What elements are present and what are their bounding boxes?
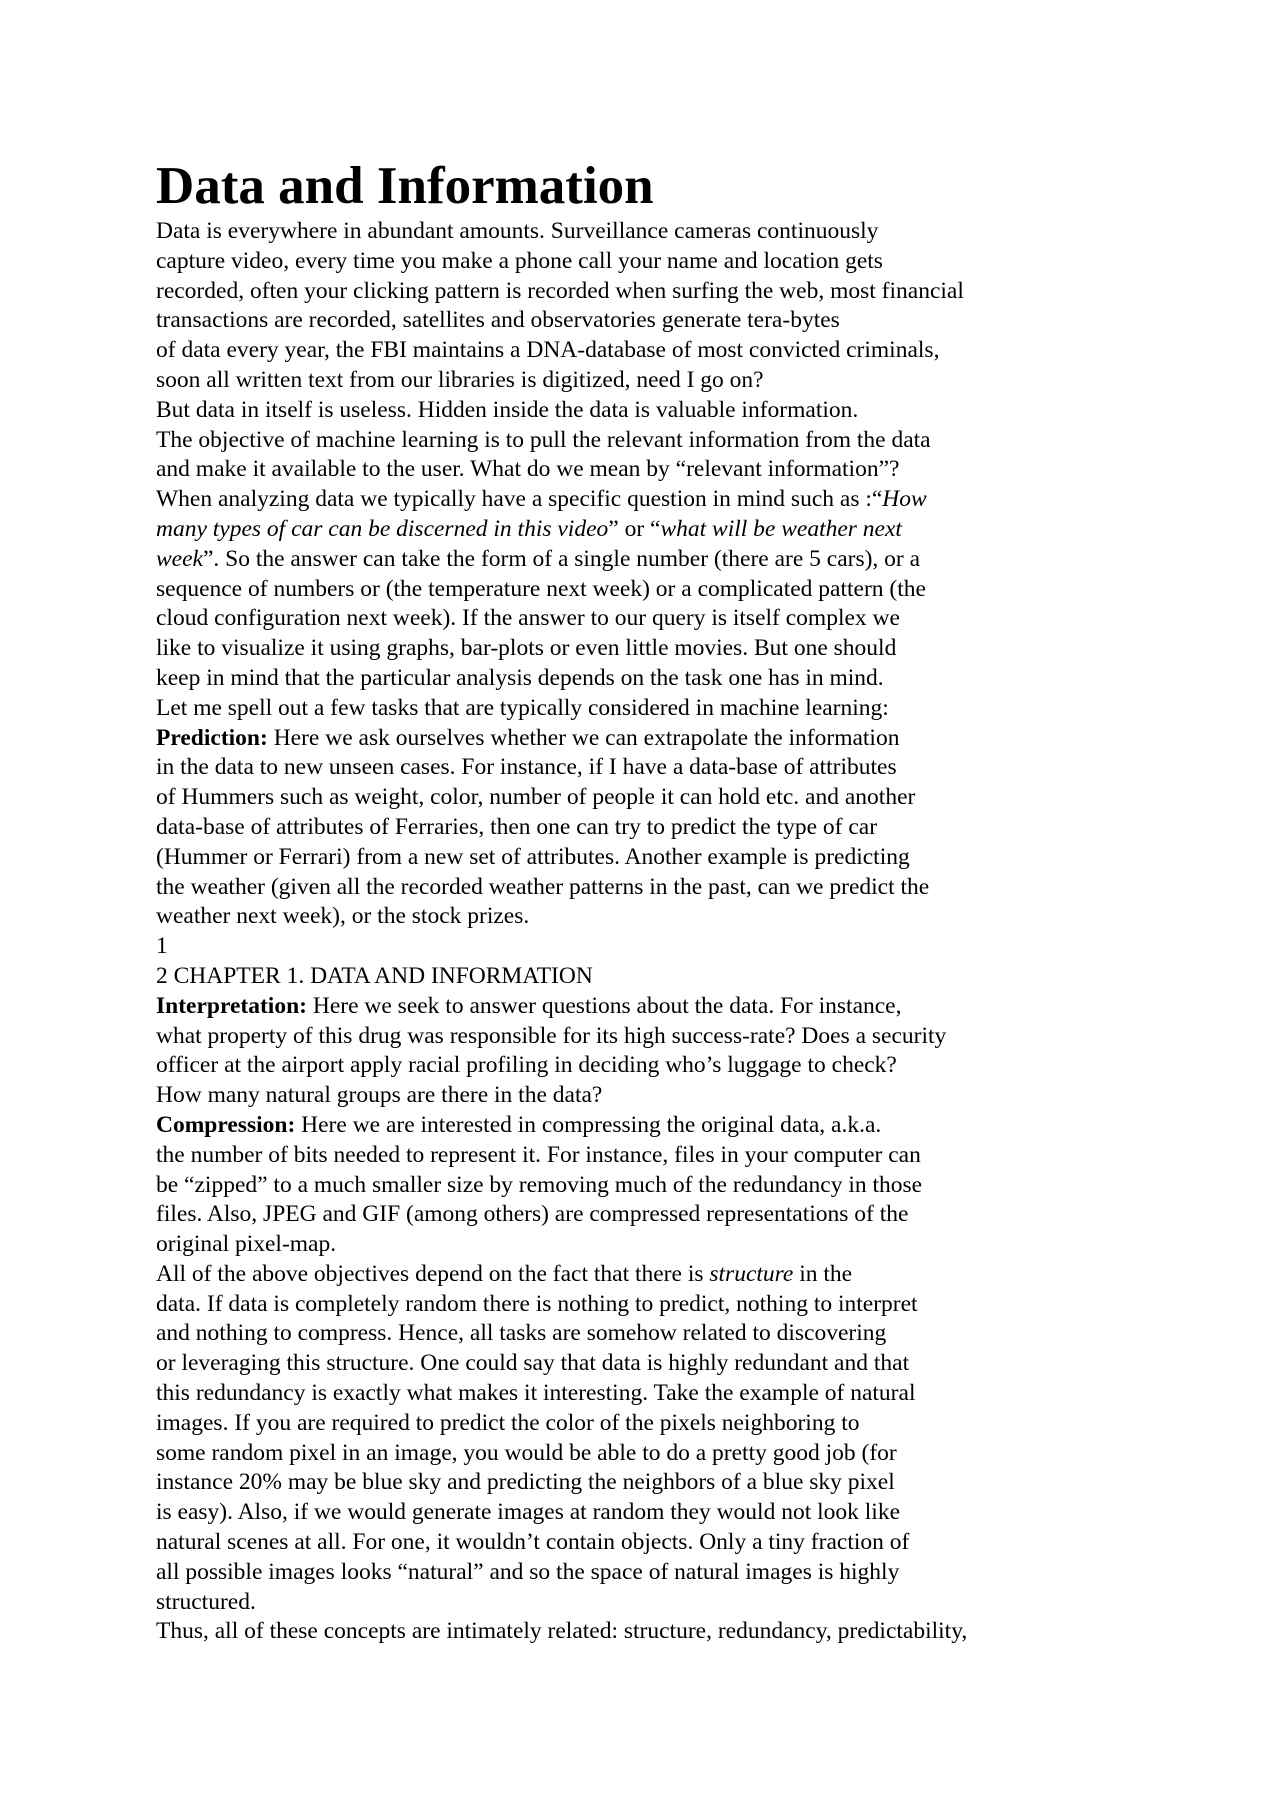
text-line [156,575,1156,605]
text-run: Here we are interested in compressing the original data, a.k.a. [295,1111,882,1138]
text-run: in the data to new unseen cases. For instance, if I have a data-base of attributes [156,754,897,781]
text-line [156,1022,1156,1052]
text-line [156,1468,1156,1498]
text-run: transactions are recorded, satellites and observatories generate tera-bytes [156,307,840,334]
text-run: data. If data is completely random there is nothing to predict, nothing to interpret [156,1290,918,1317]
text-run: like to visualize it using graphs, bar-plots or even little movies. But one should [156,635,897,662]
text-run: officer at the airport apply racial profiling in deciding who’s luggage to check? [156,1052,897,1079]
text-line [156,515,1156,545]
text-run: the weather (given all the recorded weather patterns in the past, can we predict the [156,873,930,900]
document-body [156,155,1156,1647]
text-line [156,277,1156,307]
text-line [156,1230,1156,1260]
text-run: of data every year, the FBI maintains a DNA-database of most convicted criminals, [156,337,940,364]
italic-text: How [882,486,927,513]
text-run: original pixel-map. [156,1231,337,1258]
text-line [156,1171,1156,1201]
text-line [156,217,1156,247]
text-run: of Hummers such as weight, color, number of people it can hold etc. and another [156,784,916,811]
text-run: But data in itself is useless. Hidden inside the data is valuable information. [156,396,859,423]
text-line [156,1349,1156,1379]
text-line [156,545,1156,575]
text-line [156,604,1156,634]
text-run: files. Also, JPEG and GIF (among others) are compressed representations of the [156,1201,909,1228]
text-run: this redundancy is exactly what makes it interesting. Take the example of natural [156,1380,916,1407]
text-line [156,753,1156,783]
text-line [156,1141,1156,1171]
text-line [156,1081,1156,1111]
text-run: ”. So the answer can take the form of a single number (there are 5 cars), or a [202,545,921,572]
text-line [156,724,1156,754]
bold-term: Prediction: [156,724,268,751]
text-line [156,783,1156,813]
text-line [156,1051,1156,1081]
text-run: recorded, often your clicking pattern is recorded when surfing the web, most financial [156,277,964,304]
text-run: Here we seek to answer questions about the data. For instance, [306,992,902,1019]
text-run: keep in mind that the particular analysis depends on the task one has in mind. [156,664,884,691]
text-run: ” or “ [608,515,661,542]
text-run: Thus, all of these concepts are intimately related: structure, redundancy, predictability, [156,1618,968,1645]
italic-text: week [156,545,203,572]
italic-text: what will be weather next [660,515,902,542]
text-run: All of the above objectives depend on the fact that there is [156,1260,710,1287]
text-line [156,455,1156,485]
text-run: all possible images looks “natural” and so the space of natural images is highly [156,1558,900,1585]
text-run: cloud configuration next week). If the answer to our query is itself complex we [156,605,900,632]
text-run: and nothing to compress. Hence, all tasks are somehow related to discovering [156,1320,887,1347]
text-run: structured. [156,1588,256,1615]
text-line [156,1439,1156,1469]
text-run: or leveraging this structure. One could say that data is highly redundant and that [156,1350,910,1377]
text-line [156,247,1156,277]
bold-term: Compression: [156,1111,296,1138]
text-line [156,1528,1156,1558]
text-run: natural scenes at all. For one, it wouldn’t contain objects. Only a tiny fraction of [156,1529,910,1556]
text-run: instance 20% may be blue sky and predicting the neighbors of a blue sky pixel [156,1469,895,1496]
page-title: Data and Information [156,157,654,215]
italic-text: structure [709,1260,794,1287]
text-line [156,1260,1156,1290]
text-run: Here we ask ourselves whether we can extrapolate the information [267,724,900,751]
text-line [156,1498,1156,1528]
text-run: and make it available to the user. What do we mean by “relevant information”? [156,456,900,483]
text-run: in the [793,1260,853,1287]
text-line [156,1617,1156,1647]
paragraph-text [156,217,1156,1647]
text-line [156,1290,1156,1320]
text-run: data-base of attributes of Ferraries, then one can try to predict the type of car [156,813,878,840]
text-run: Data is everywhere in abundant amounts. Surveillance cameras continuously [156,218,879,244]
text-line [156,1409,1156,1439]
text-line [156,902,1156,932]
text-line [156,1558,1156,1588]
bold-term: Interpretation: [156,992,307,1019]
text-run: weather next week), or the stock prizes. [156,903,530,930]
text-line [156,962,1156,992]
text-run: The objective of machine learning is to pull the relevant information from the data [156,426,931,453]
text-line [156,485,1156,515]
text-run: 1 [156,933,168,960]
text-run: capture video, every time you make a phone call your name and location gets [156,247,883,274]
text-run: (Hummer or Ferrari) from a new set of attributes. Another example is predicting [156,843,910,870]
text-line [156,664,1156,694]
text-line [156,366,1156,396]
text-line [156,873,1156,903]
text-line [156,813,1156,843]
text-run: soon all written text from our libraries is digitized, need I go on? [156,366,764,393]
text-run: some random pixel in an image, you would be able to do a pretty good job (for [156,1439,897,1466]
text-line [156,1111,1156,1141]
text-run: images. If you are required to predict the color of the pixels neighboring to [156,1409,860,1436]
italic-text: many types of car can be discerned in this video [156,515,609,542]
text-line [156,396,1156,426]
text-line [156,1588,1156,1618]
text-run: When analyzing data we typically have a specific question in mind such as :“ [156,486,883,513]
text-run: Let me spell out a few tasks that are typically considered in machine learning: [156,694,889,721]
text-line [156,1200,1156,1230]
text-line [156,992,1156,1022]
text-line [156,634,1156,664]
text-run: be “zipped” to a much smaller size by removing much of the redundancy in those [156,1171,923,1198]
text-line [156,694,1156,724]
text-line [156,1379,1156,1409]
text-line [156,426,1156,456]
text-line [156,932,1156,962]
text-run: 2 CHAPTER 1. DATA AND INFORMATION [156,962,593,989]
text-run: sequence of numbers or (the temperature next week) or a complicated pattern (the [156,575,926,602]
text-run: is easy). Also, if we would generate images at random they would not look like [156,1499,901,1526]
text-line [156,336,1156,366]
text-line [156,1319,1156,1349]
text-line [156,306,1156,336]
text-run: what property of this drug was responsible for its high success-rate? Does a security [156,1022,947,1049]
text-run: the number of bits needed to represent it. For instance, files in your computer can [156,1141,921,1168]
text-run: How many natural groups are there in the data? [156,1082,603,1109]
text-line [156,843,1156,873]
